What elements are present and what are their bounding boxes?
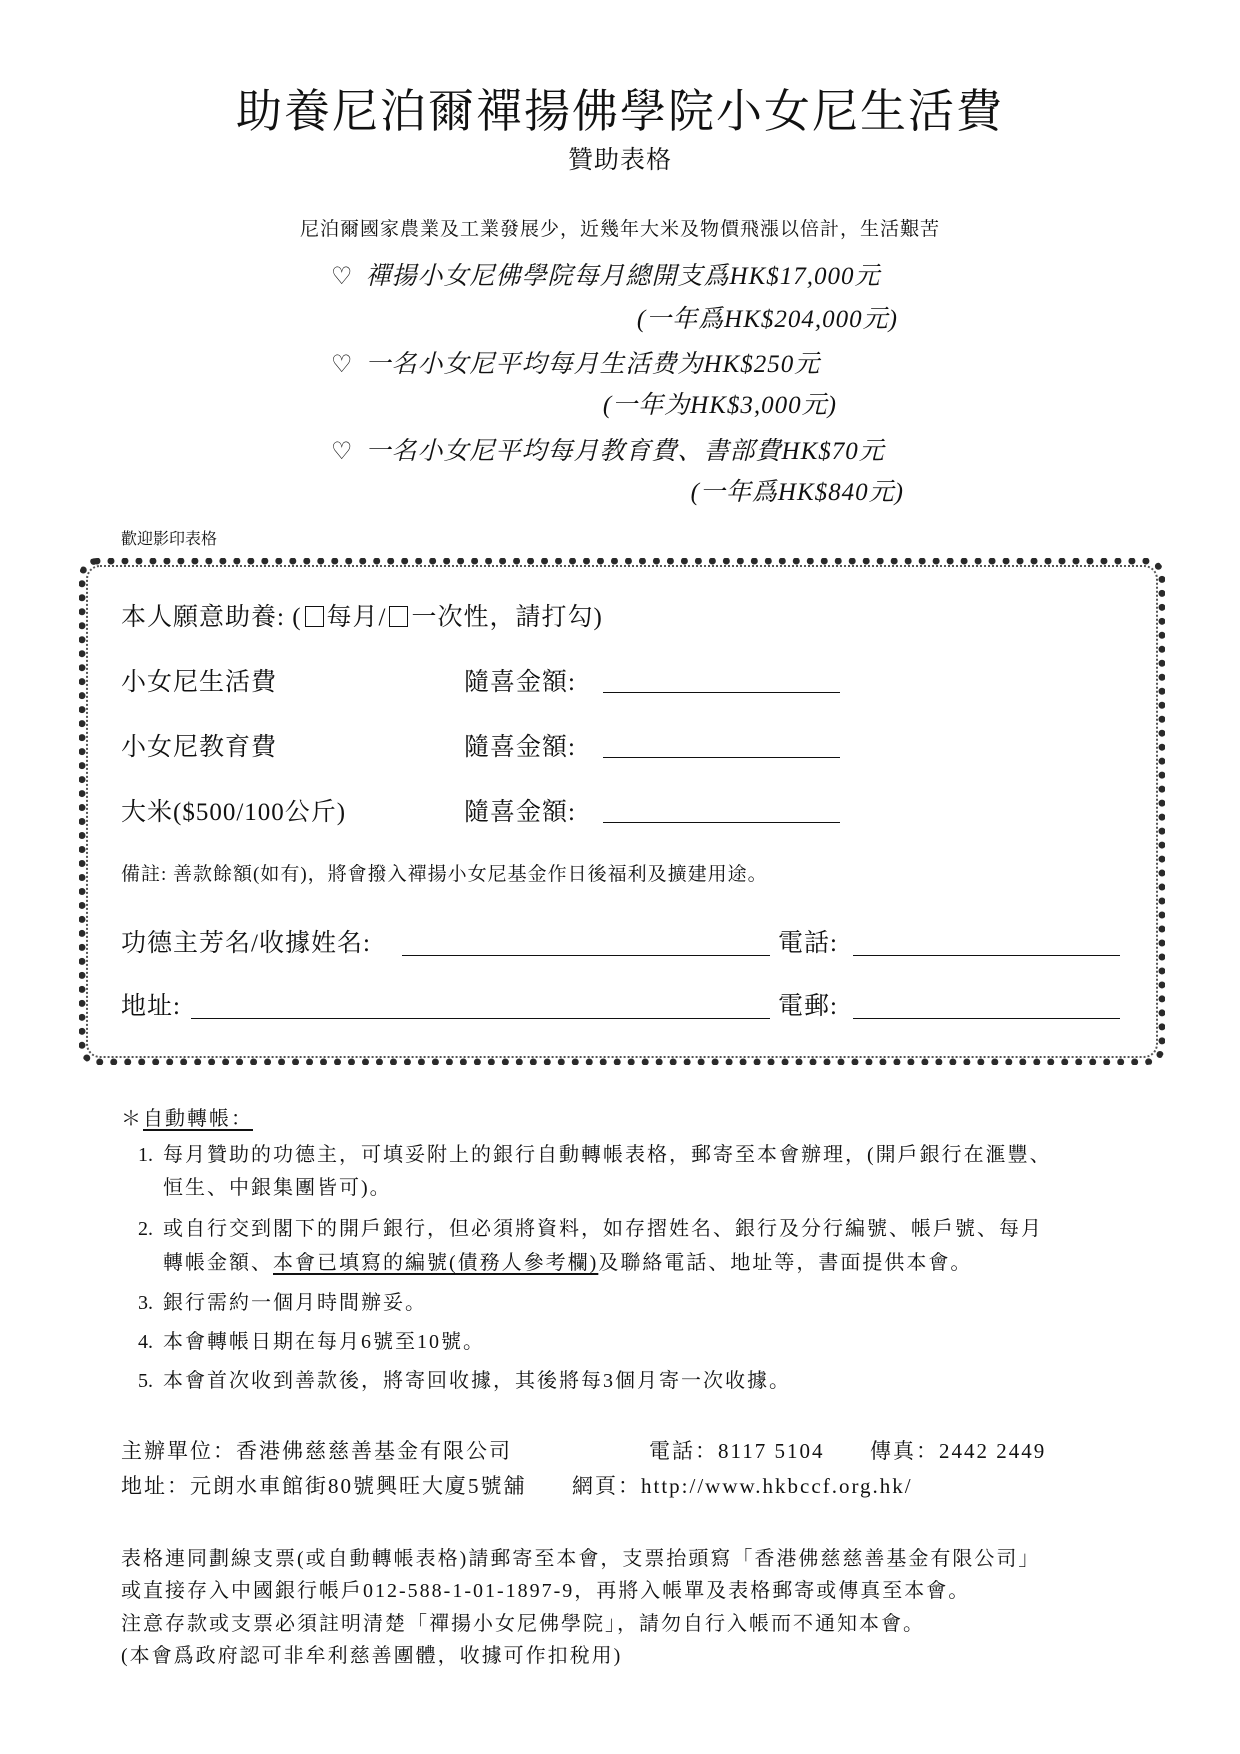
highlight-annual: (一年爲HK$840元)	[690, 479, 904, 506]
checkbox-one-time[interactable]	[389, 606, 408, 627]
fax-text: 傳真：2442 2449	[870, 1439, 1047, 1463]
amount-blank-living[interactable]	[603, 692, 840, 693]
step-text-continued	[163, 1251, 972, 1275]
highlight-annual: (一年为HK$3,000元)	[602, 392, 837, 419]
highlight-text: 禪揚小女尼佛學院每月總開支爲HK$17,000元	[365, 263, 881, 290]
heart-icon: ♡	[331, 350, 354, 378]
highlight-monthly-expense	[331, 262, 881, 292]
address-blank[interactable]	[191, 1018, 770, 1019]
amount-blank-rice[interactable]	[603, 822, 840, 823]
donor-name-label: 功德主芳名/收據姓名:	[121, 930, 371, 957]
option-monthly-label: 每月/	[326, 604, 387, 631]
email-blank[interactable]	[853, 1018, 1120, 1019]
checkbox-monthly[interactable]	[305, 606, 324, 627]
instruction-line: 表格連同劃線支票(或自動轉帳表格)請郵寄至本會，支票抬頭寫「香港佛慈慈善基金有限公司」	[121, 1548, 1041, 1570]
highlight-text: 一名小女尼平均每月生活费为HK$250元	[365, 351, 821, 378]
remark-text: 備註: 善款餘額(如有)，將會撥入禪揚小女尼基金作日後福利及擴建用途。	[121, 864, 768, 885]
organizer-text: 主辦單位：香港佛慈慈善基金有限公司	[121, 1439, 512, 1463]
item-label-living: 小女尼生活費	[121, 669, 278, 696]
step-text-part: 及聯絡電話、地址等，書面提供本會。	[598, 1252, 973, 1274]
instruction-line: (本會爲政府認可非牟利慈善團體，收據可作扣稅用)	[121, 1645, 623, 1667]
auto-transfer-title: 自動轉帳：	[143, 1108, 253, 1130]
email-label: 電郵:	[778, 993, 838, 1020]
step-text-part: 轉帳金額、	[163, 1252, 273, 1274]
highlight-text: 一名小女尼平均每月教育費、書部費HK$70元	[365, 438, 885, 465]
step-text: 或自行交到閣下的開戶銀行，但必須將資料，如存摺姓名、銀行及分行編號、帳戶號、每月	[163, 1218, 1043, 1240]
item-label-education: 小女尼教育費	[121, 734, 278, 761]
instruction-line: 注意存款或支票必須註明清楚「禪揚小女尼佛學院」，請勿自行入帳而不通知本會。	[121, 1613, 925, 1635]
page-title: 助養尼泊爾禪揚佛學院小女尼生活費	[236, 86, 1004, 137]
amount-label: 隨喜金額:	[464, 734, 576, 761]
step-number: 4.	[138, 1331, 153, 1353]
page-subtitle: 贊助表格	[567, 147, 672, 174]
step-text: 銀行需約一個月時間辦妥。	[163, 1292, 427, 1314]
step-number: 3.	[138, 1292, 153, 1314]
reference-field-note: 本會已填寫的編號(債務人參考欄)	[273, 1252, 599, 1274]
amount-label: 隨喜金額:	[464, 669, 576, 696]
instruction-line: 或直接存入中國銀行帳戶012-588-1-01-1897-9，再將入帳單及表格郵寄或傳真至本會。	[121, 1580, 971, 1602]
phone-text: 電話：8117 5104	[649, 1439, 825, 1463]
step-text: 本會首次收到善款後，將寄回收據，其後將每3個月寄一次收據。	[163, 1370, 791, 1392]
pledge-prefix: 本人願意助養: (	[121, 604, 302, 631]
auto-transfer-heading	[121, 1107, 253, 1131]
amount-label: 隨喜金額:	[464, 799, 576, 826]
highlight-living-cost	[331, 350, 820, 380]
highlight-annual: (一年爲HK$204,000元)	[636, 306, 898, 333]
step-number: 5.	[138, 1370, 153, 1392]
phone-label: 電話:	[778, 930, 838, 957]
address-label: 地址:	[121, 993, 181, 1020]
intro-text: 尼泊爾國家農業及工業發展少，近幾年大米及物價飛漲以倍計，生活艱苦	[299, 219, 940, 240]
heart-icon: ♡	[331, 262, 354, 290]
step-text: 本會轉帳日期在每月6號至10號。	[163, 1331, 485, 1353]
step-number: 1.	[138, 1144, 153, 1166]
donor-name-blank[interactable]	[402, 955, 770, 956]
highlight-education-cost	[331, 437, 885, 467]
item-label-rice: 大米($500/100公斤)	[121, 799, 347, 826]
heart-icon: ♡	[331, 437, 354, 465]
step-number: 2.	[138, 1218, 153, 1240]
step-text: 每月贊助的功德主，可填妥附上的銀行自動轉帳表格，郵寄至本會辦理，(開戶銀行在滙豐、	[163, 1144, 1052, 1166]
copy-note: 歡迎影印表格	[121, 531, 218, 548]
pledge-line	[121, 603, 603, 633]
step-text-continued: 恒生、中銀集團皆可)。	[163, 1177, 392, 1199]
website-text: 網頁：http://www.hkbccf.org.hk/	[572, 1474, 913, 1498]
address-text: 地址：元朗水車館街80號興旺大廈5號舖	[121, 1474, 527, 1498]
asterisk-marker: ＊	[121, 1108, 143, 1130]
amount-blank-education[interactable]	[603, 757, 840, 758]
phone-blank[interactable]	[853, 955, 1120, 956]
option-one-time-label: 一次性，請打勾)	[411, 604, 603, 631]
